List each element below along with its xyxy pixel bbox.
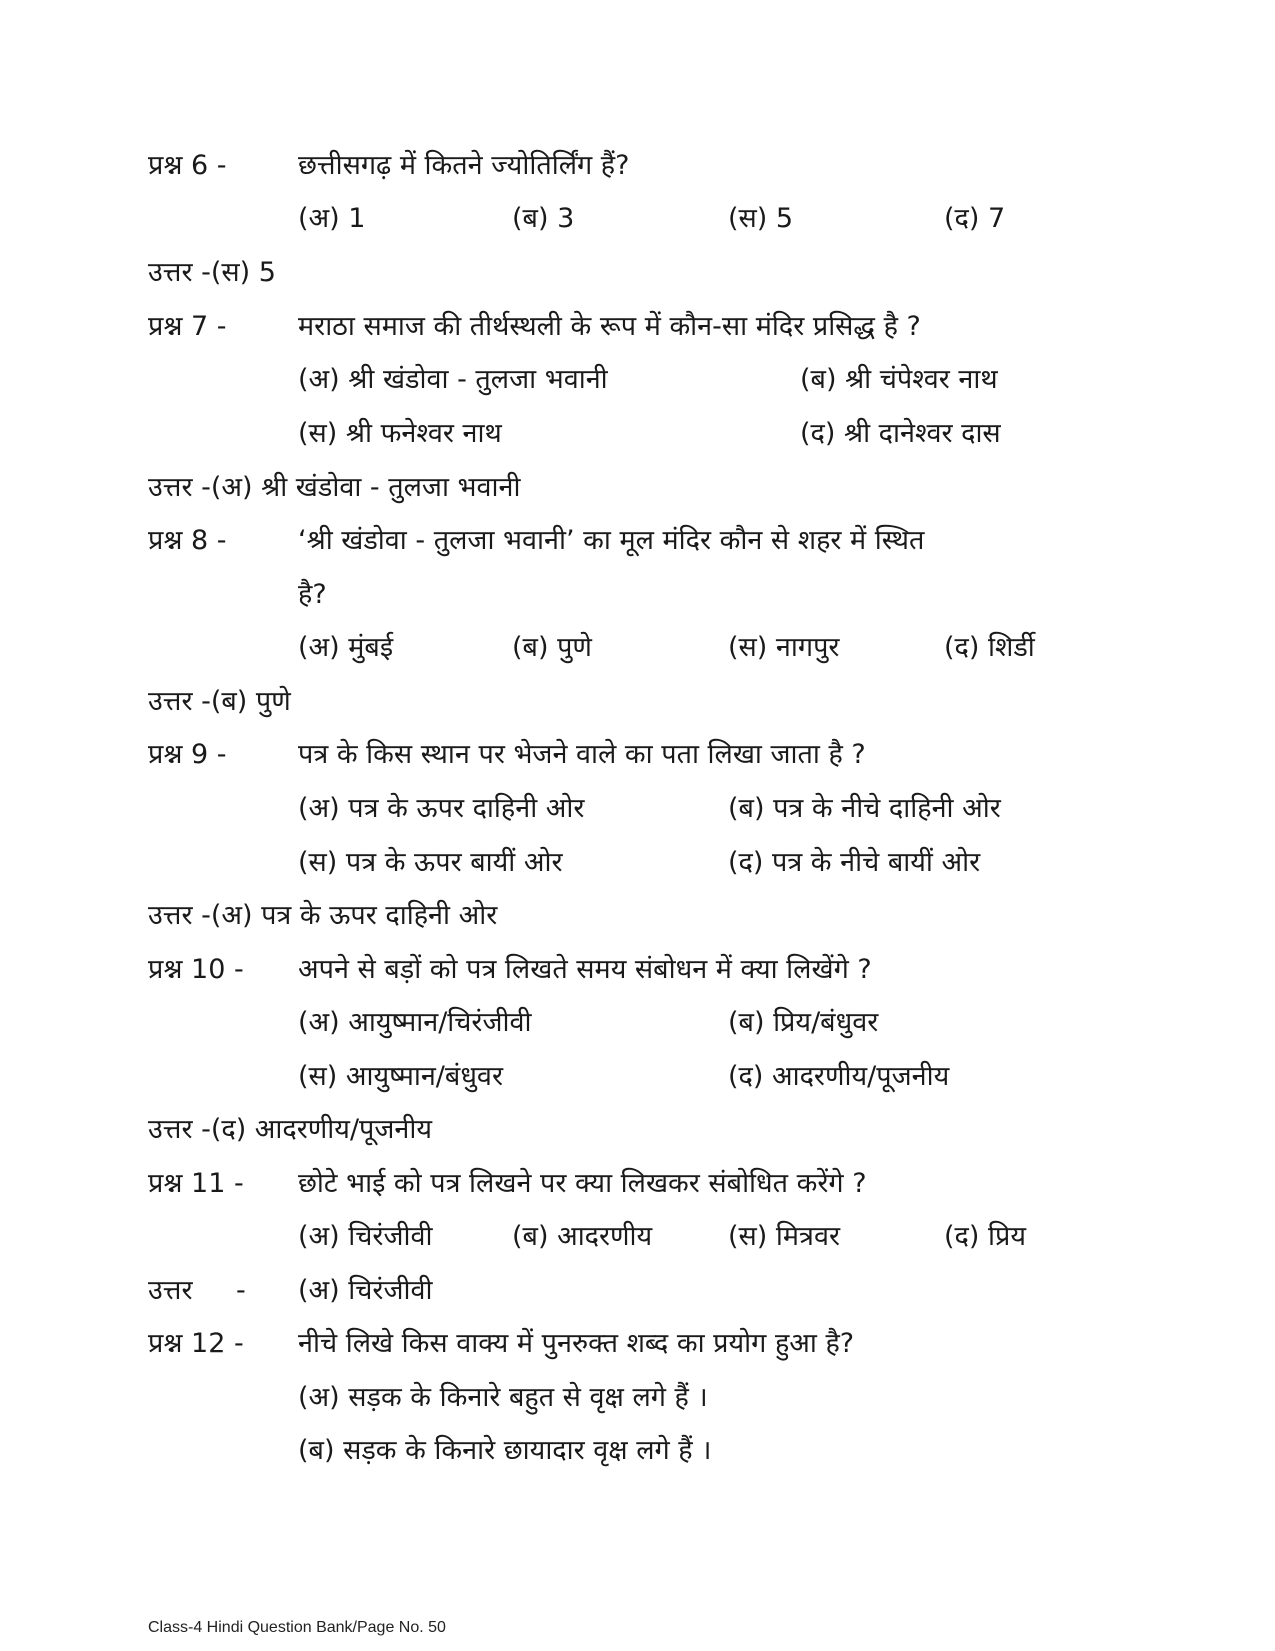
option-b: (ब) 3 (512, 203, 575, 234)
option-b: (ब) पुणे (512, 632, 592, 663)
question-text-line-1: ‘श्री खंडोवा - तुलजा भवानी’ का मूल मंदिर कौन से शहर में स्थित (298, 525, 925, 556)
option-b: (ब) सड़क के किनारे छायादार वृक्ष लगे हैं । (298, 1435, 712, 1466)
answer-label: उत्तर (148, 1275, 193, 1306)
option-b: (ब) श्री चंपेश्वर नाथ (800, 364, 998, 395)
question-text: छोटे भाई को पत्र लिखने पर क्या लिखकर संबोधित करेंगे ? (298, 1168, 867, 1199)
question-label: प्रश्न 11 - (148, 1168, 244, 1199)
option-a: (अ) सड़क के किनारे बहुत से वृक्ष लगे हैं । (298, 1382, 708, 1413)
option-c: (स) 5 (728, 203, 794, 234)
question-text: अपने से बड़ों को पत्र लिखते समय संबोधन में क्या लिखेंगे ? (298, 954, 872, 985)
answer-text: उत्तर -(स) 5 (148, 257, 276, 288)
answer-text: उत्तर -(अ) श्री खंडोवा - तुलजा भवानी (148, 472, 521, 503)
option-d: (द) प्रिय (944, 1221, 1027, 1252)
option-b: (ब) पत्र के नीचे दाहिनी ओर (728, 793, 1001, 824)
answer-text: उत्तर -(ब) पुणे (148, 686, 291, 717)
option-a: (अ) आयुष्मान/चिरंजीवी (298, 1007, 532, 1038)
question-label: प्रश्न 6 - (148, 150, 227, 181)
option-d: (द) श्री दानेश्वर दास (800, 418, 1001, 449)
answer-dash: - (236, 1275, 246, 1306)
option-d: (द) शिर्डी (944, 632, 1035, 663)
option-a: (अ) 1 (298, 203, 366, 234)
option-c: (स) मित्रवर (728, 1221, 840, 1252)
question-text: पत्र के किस स्थान पर भेजने वाले का पता लिखा जाता है ? (298, 739, 866, 770)
option-c: (स) श्री फनेश्वर नाथ (298, 418, 502, 449)
option-c: (स) आयुष्मान/बंधुवर (298, 1061, 503, 1092)
question-label: प्रश्न 8 - (148, 525, 227, 556)
question-label: प्रश्न 10 - (148, 954, 244, 985)
answer-text: उत्तर -(अ) पत्र के ऊपर दाहिनी ओर (148, 900, 498, 931)
option-d: (द) 7 (944, 203, 1006, 234)
question-text-line-2: है? (298, 579, 327, 610)
question-label: प्रश्न 12 - (148, 1328, 244, 1359)
question-label: प्रश्न 9 - (148, 739, 227, 770)
option-a: (अ) श्री खंडोवा - तुलजा भवानी (298, 364, 608, 395)
option-c: (स) नागपुर (728, 632, 840, 663)
page-footer: Class-4 Hindi Question Bank/Page No. 50 (148, 1619, 446, 1636)
question-text: नीचे लिखे किस वाक्य में पुनरुक्त शब्द का प्रयोग हुआ है? (298, 1328, 855, 1359)
answer-value: (अ) चिरंजीवी (298, 1275, 433, 1306)
option-a: (अ) चिरंजीवी (298, 1221, 433, 1252)
option-d: (द) आदरणीय/पूजनीय (728, 1061, 950, 1092)
option-a: (अ) पत्र के ऊपर दाहिनी ओर (298, 793, 585, 824)
question-label: प्रश्न 7 - (148, 311, 227, 342)
question-text: मराठा समाज की तीर्थस्थली के रूप में कौन-सा मंदिर प्रसिद्ध है ? (298, 311, 921, 342)
question-text: छत्तीसगढ़ में कितने ज्योतिर्लिंग हैं? (298, 150, 630, 181)
option-d: (द) पत्र के नीचे बायीं ओर (728, 847, 981, 878)
answer-text: उत्तर -(द) आदरणीय/पूजनीय (148, 1114, 433, 1145)
option-b: (ब) आदरणीय (512, 1221, 653, 1252)
option-b: (ब) प्रिय/बंधुवर (728, 1007, 879, 1038)
option-a: (अ) मुंबई (298, 632, 394, 663)
option-c: (स) पत्र के ऊपर बायीं ओर (298, 847, 563, 878)
